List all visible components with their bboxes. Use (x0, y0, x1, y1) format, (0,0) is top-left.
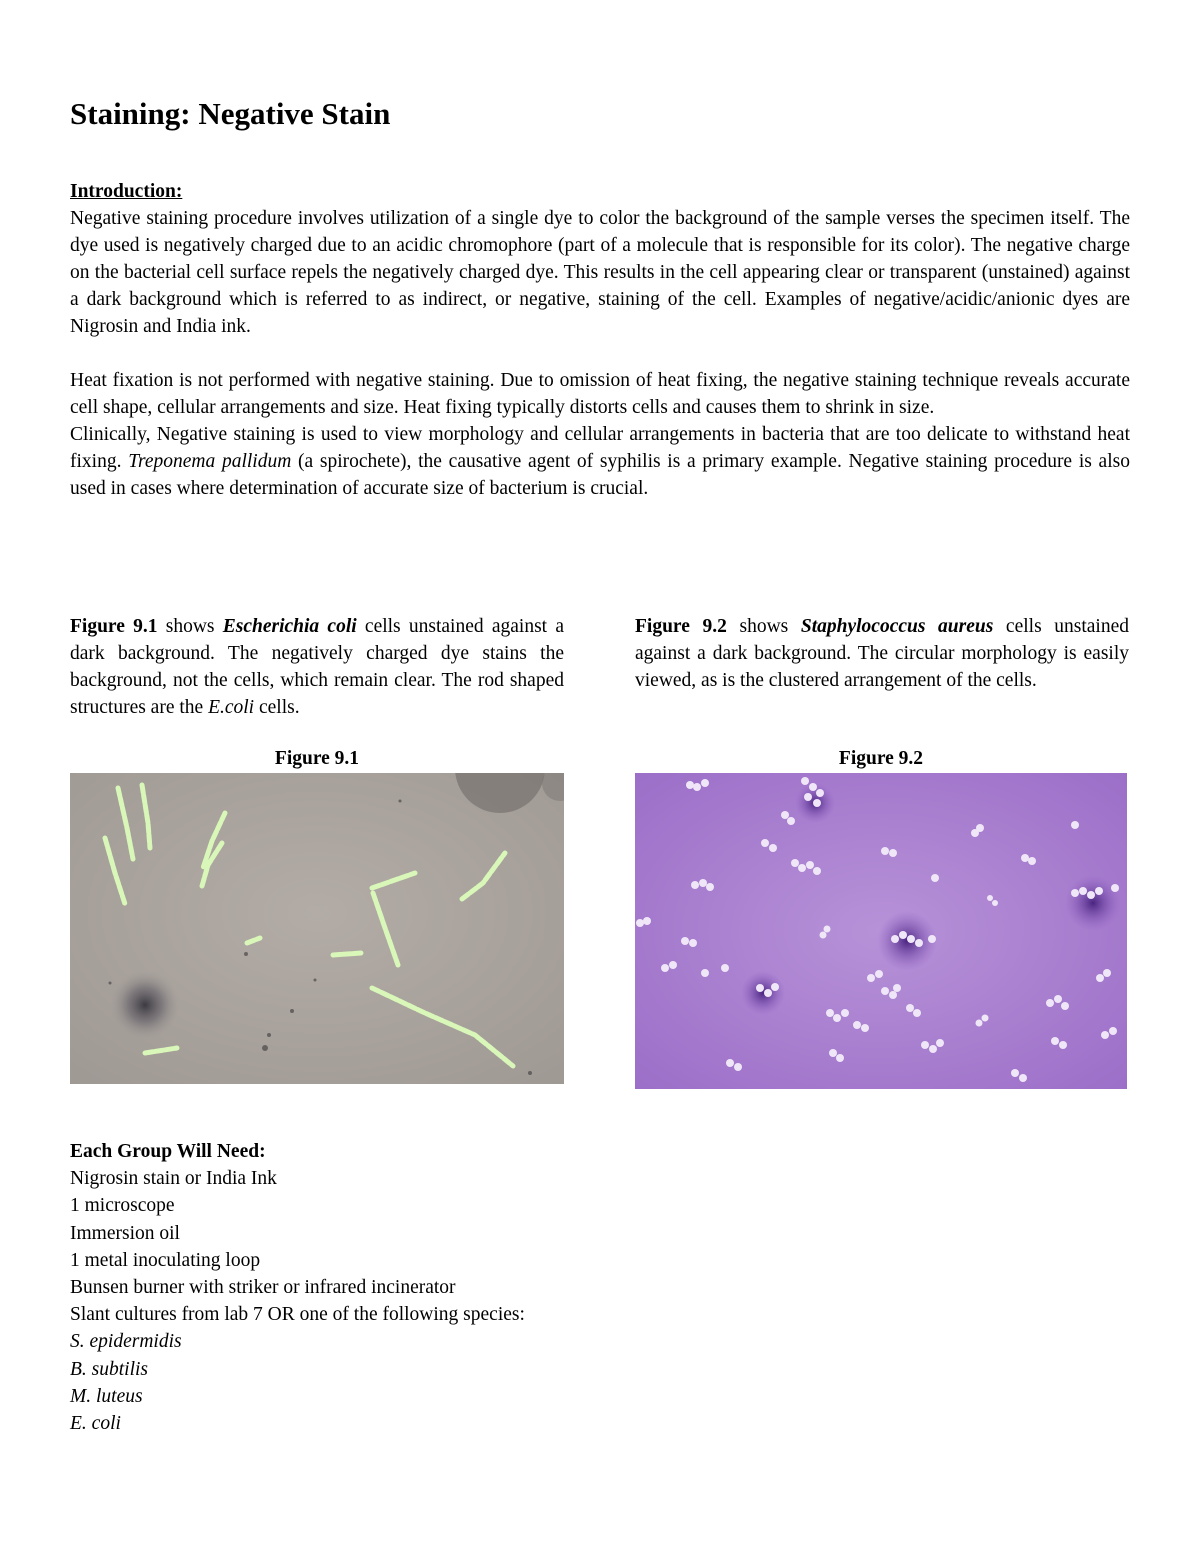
page-title: Staining: Negative Stain (70, 96, 391, 131)
figure-2-text: cells unstained against a dark background. The circular morphology is easily viewed, as is the clustered arrangement of the cells. (635, 616, 1130, 691)
figure-1-ref: Figure 9.1 (70, 616, 158, 637)
materials-item: 1 metal inoculating loop (70, 1249, 261, 1271)
figure-1-organism: Escherichia coli (222, 616, 357, 637)
intro-paragraph-3 (70, 421, 1130, 502)
materials-item: Nigrosin stain or India Ink (70, 1168, 277, 1190)
figure-1-shows: shows (157, 616, 223, 637)
species-item: E. coli (70, 1413, 121, 1435)
figure-1-caption (70, 613, 564, 721)
materials-list (70, 1138, 525, 1437)
materials-item: Immersion oil (70, 1222, 180, 1244)
ecoli-negative-stain-image (70, 773, 564, 1084)
figure-2-organism: Staphylococcus aureus (800, 616, 994, 637)
introduction-section (70, 178, 1130, 502)
materials-item: 1 microscope (70, 1195, 175, 1217)
figure-2-ref: Figure 9.2 (635, 616, 727, 637)
figure-2-label: Figure 9.2 (838, 748, 924, 769)
materials-item: Slant cultures from lab 7 OR one of the following species: (70, 1304, 525, 1326)
p3-text-a: Clinically, Negative staining is used to view morphology and cellular arrangements in bacteria that are too delicate to withstand heat fixing. (70, 424, 1130, 472)
materials-item: Bunsen burner with striker or infrared incinerator (70, 1277, 456, 1299)
species-item: B. subtilis (70, 1358, 149, 1380)
species-item: M. luteus (70, 1385, 143, 1407)
figure-2-micrograph (635, 773, 1127, 1089)
figure-1-label: Figure 9.1 (274, 748, 360, 769)
species-item: S. epidermidis (70, 1331, 182, 1353)
figure-2-caption (635, 613, 1129, 694)
materials-heading: Each Group Will Need: (70, 1141, 266, 1162)
figure-1-micrograph (70, 773, 564, 1084)
figure-1-text-end: cells. (254, 697, 300, 718)
intro-paragraph-2: Heat fixation is not performed with negative staining. Due to omission of heat fixing, the negative staining technique reveals accurate cell shape, cellular arrangements and size. Heat fixing typically distorts cells and causes them to shrink in size. (70, 370, 1130, 418)
staph-negative-stain-image (635, 773, 1127, 1089)
figure-1-organism-short: E.coli (208, 697, 255, 718)
spacer (70, 340, 1130, 367)
figure-1-text: cells unstained against a dark background. The negatively charged dye stains the background, not the cells, which remain clear. The rod shaped structures are the (70, 616, 564, 718)
intro-heading: Introduction: (70, 181, 183, 202)
p3-text-b: (a spirochete), the causative agent of syphilis is a primary example. Negative staining procedure is also used in cases where determination of accurate size of bacterium is crucial. (70, 451, 1130, 499)
treponema-name: Treponema pallidum (128, 451, 292, 472)
figure-2-shows: shows (726, 616, 801, 637)
intro-paragraph-1: Negative staining procedure involves utilization of a single dye to color the background of the sample verses the specimen itself. The dye used is negatively charged due to an acidic chromophore (part of a molecule that is responsible for its color). The negative charge on the bacterial cell surface repels the negatively charged dye. This results in the cell appearing clear or transparent (unstained) against a dark background which is referred to as indirect, or negative, staining of the cell. Examples of negative/acidic/anionic dyes are Nigrosin and India ink. (70, 208, 1130, 337)
